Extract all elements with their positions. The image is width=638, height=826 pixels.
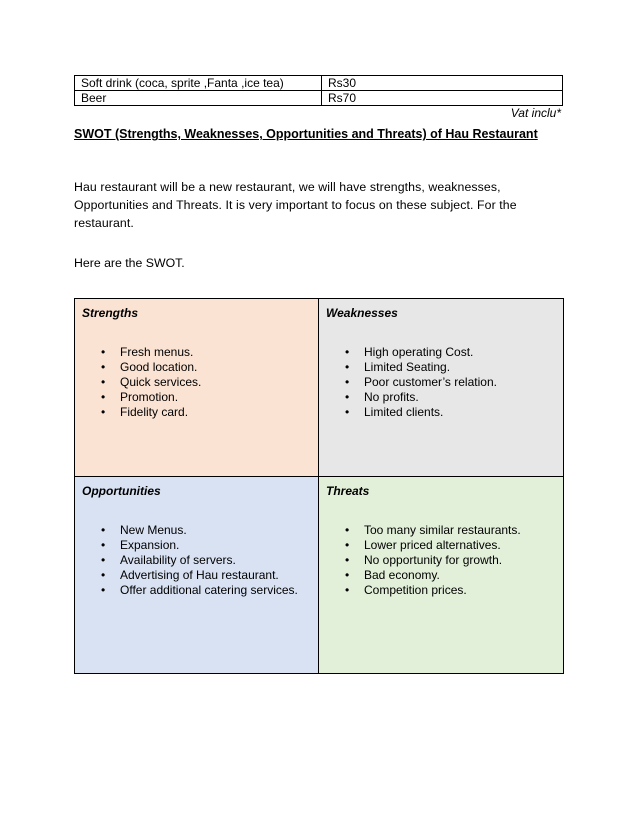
- bullet-icon: •: [345, 553, 350, 567]
- threats-list: [319, 523, 521, 598]
- strengths-list: [75, 345, 201, 420]
- list-item: [75, 390, 201, 405]
- weaknesses-title: Weaknesses: [326, 306, 398, 320]
- list-item-text: Availability of servers.: [120, 553, 236, 567]
- list-item: [75, 568, 298, 583]
- bullet-icon: •: [101, 523, 106, 537]
- table-row: [75, 76, 563, 91]
- list-item: [75, 360, 201, 375]
- bullet-icon: •: [101, 360, 106, 374]
- list-item-text: No opportunity for growth.: [364, 553, 503, 567]
- list-item-text: Expansion.: [120, 538, 180, 552]
- bullet-icon: •: [101, 583, 106, 597]
- list-item: [319, 345, 497, 360]
- list-item-text: Bad economy.: [364, 568, 440, 582]
- list-item-text: Offer additional catering services.: [120, 583, 298, 597]
- bullet-icon: •: [345, 390, 350, 404]
- list-item-text: Lower priced alternatives.: [364, 538, 501, 552]
- swot-heading: SWOT (Strengths, Weaknesses, Opportunities and Threats) of Hau Restaurant: [74, 127, 538, 141]
- opportunities-title: Opportunities: [82, 484, 161, 498]
- list-item-text: Limited Seating.: [364, 360, 451, 374]
- opportunities-list: [75, 523, 298, 598]
- bullet-icon: •: [345, 568, 350, 582]
- list-item-text: Good location.: [120, 360, 198, 374]
- vat-note: Vat inclu*: [510, 106, 561, 120]
- list-item-text: Quick services.: [120, 375, 202, 389]
- strengths-title: Strengths: [82, 306, 139, 320]
- table-cell-price: Rs70: [322, 91, 563, 106]
- list-item: [319, 375, 497, 390]
- list-item-text: Advertising of Hau restaurant.: [120, 568, 279, 582]
- list-item: [319, 360, 497, 375]
- list-item: [75, 553, 298, 568]
- list-item-text: Too many similar restaurants.: [364, 523, 521, 537]
- list-item: [319, 553, 521, 568]
- intro-paragraph: Hau restaurant will be a new restaurant, we will have strengths, weaknesses, Opportunities and Threats. It is very important to focus on these subject. For the restaurant.: [74, 180, 517, 230]
- list-item-text: High operating Cost.: [364, 345, 474, 359]
- list-item: [319, 538, 521, 553]
- swot-grid: [74, 298, 564, 674]
- bullet-icon: •: [345, 405, 350, 419]
- list-item-text: Promotion.: [120, 390, 179, 404]
- bullet-icon: •: [345, 345, 350, 359]
- list-item-text: Fresh menus.: [120, 345, 194, 359]
- list-item-text: New Menus.: [120, 523, 187, 537]
- list-item: [75, 538, 298, 553]
- list-item-text: Poor customer’s relation.: [364, 375, 497, 389]
- bullet-icon: •: [101, 345, 106, 359]
- list-item-text: No profits.: [364, 390, 419, 404]
- list-item-text: Competition prices.: [364, 583, 467, 597]
- bullet-icon: •: [345, 360, 350, 374]
- threats-cell: [319, 477, 563, 673]
- list-item-text: Fidelity card.: [120, 405, 189, 419]
- strengths-cell: [75, 299, 319, 477]
- table-cell-price: Rs30: [322, 76, 563, 91]
- bullet-icon: •: [101, 553, 106, 567]
- list-item: [75, 583, 298, 598]
- list-item: [75, 523, 298, 538]
- bullet-icon: •: [345, 538, 350, 552]
- price-table: [74, 75, 563, 106]
- list-item-text: Limited clients.: [364, 405, 444, 419]
- bullet-icon: •: [345, 583, 350, 597]
- list-item: [319, 568, 521, 583]
- list-item: [319, 583, 521, 598]
- list-item: [75, 375, 201, 390]
- intro-sub: Here are the SWOT.: [74, 256, 185, 270]
- bullet-icon: •: [345, 523, 350, 537]
- weaknesses-list: [319, 345, 497, 420]
- opportunities-cell: [75, 477, 319, 673]
- list-item: [319, 405, 497, 420]
- bullet-icon: •: [101, 375, 106, 389]
- bullet-icon: •: [101, 405, 106, 419]
- list-item: [319, 523, 521, 538]
- list-item: [75, 345, 201, 360]
- list-item: [75, 405, 201, 420]
- table-cell-item: Beer: [75, 91, 322, 106]
- threats-title: Threats: [326, 484, 370, 498]
- table-cell-item: Soft drink (coca, sprite ,Fanta ,ice tea): [75, 76, 322, 91]
- weaknesses-cell: [319, 299, 563, 477]
- bullet-icon: •: [345, 375, 350, 389]
- bullet-icon: •: [101, 538, 106, 552]
- list-item: [319, 390, 497, 405]
- bullet-icon: •: [101, 390, 106, 404]
- bullet-icon: •: [101, 568, 106, 582]
- table-row: [75, 91, 563, 106]
